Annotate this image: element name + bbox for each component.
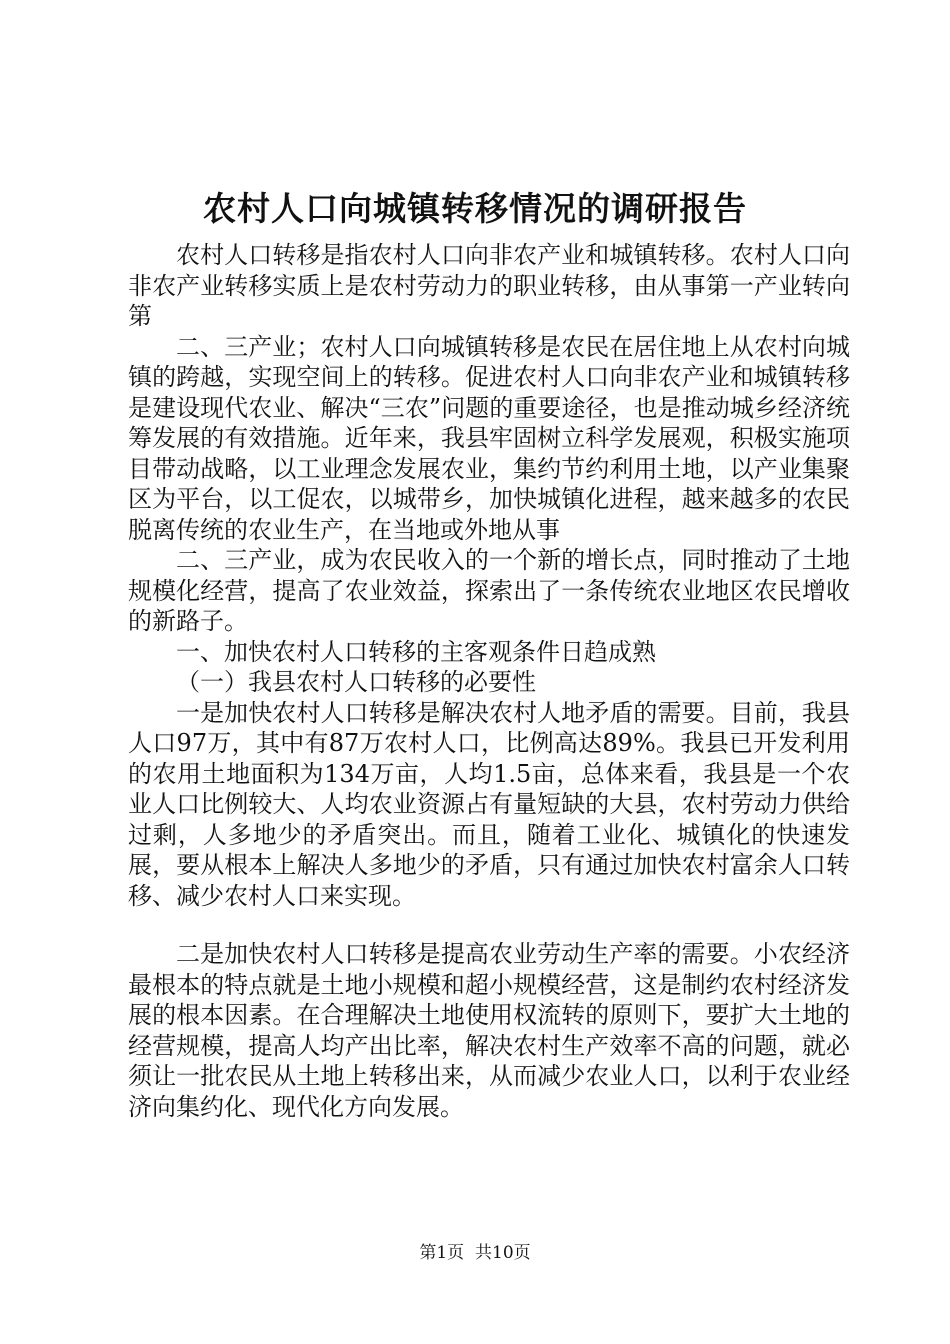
paragraph-4: 一是加快农村人口转移是解决农村人地矛盾的需要。目前，我县人口97万，其中有87万农村人口，比例高达89%。我县已开发利用的农用土地面积为134万亩，人均1.5亩，总体来看，我县是一个农业人口比例较大、人均农业资源占有量短缺的大县，农村劳动力供给过剩，人多地少的矛盾突出。而且，随着工业化、城镇化的快速发展，要从根本上解决人多地少的矛盾，只有通过加快农村富余人口转移、减少农村人口来实现。 bbox=[128, 698, 850, 910]
paragraph-2: 二、三产业；农村人口向城镇转移是农民在居住地上从农村向城镇的跨越，实现空间上的转移。促进农村人口向非农产业和城镇转移是建设现代农业、解决“三农”问题的重要途径，也是推动城乡经济统筹发展的有效措施。近年来，我县牢固树立科学发展观，积极实施项目带动战略，以工业理念发展农业，集约节约利用土地，以产业集聚区为平台，以工促农，以城带乡，加快城镇化进程，越来越多的农民脱离传统的农业生产，在当地或外地从事 bbox=[128, 332, 850, 544]
page-footer bbox=[0, 1241, 950, 1265]
subsection-heading-1: （一）我县农村人口转移的必要性 bbox=[176, 668, 536, 696]
page-number: 第1页 bbox=[419, 1243, 465, 1263]
section-heading-1: 一、加快农村人口转移的主客观条件日趋成熟 bbox=[176, 637, 656, 666]
total-pages: 共10页 bbox=[475, 1243, 531, 1263]
footer-separator bbox=[464, 1243, 475, 1263]
document-body bbox=[128, 240, 850, 1122]
paragraph-3: 二、三产业，成为农民收入的一个新的增长点，同时推动了土地规模化经营，提高了农业效益，探索出了一条传统农业地区农民增收的新路子。 bbox=[128, 546, 850, 635]
paragraph-spacer bbox=[128, 911, 850, 939]
paragraph-5: 二是加快农村人口转移是提高农业劳动生产率的需要。小农经济最根本的特点就是土地小规模和超小规模经营，这是制约农村经济发展的根本因素。在合理解决土地使用权流转的原则下，要扩大土地的经营规模，提高人均产出比率，解决农村生产效率不高的问题，就必须让一批农民从土地上转移出来，从而减少农业人口，以利于农业经济向集约化、现代化方向发展。 bbox=[128, 940, 850, 1121]
document-title: 农村人口向城镇转移情况的调研报告 bbox=[203, 189, 747, 228]
paragraph-1: 农村人口转移是指农村人口向非农产业和城镇转移。农村人口向非农产业转移实质上是农村劳动力的职业转移，由从事第一产业转向第 bbox=[128, 241, 850, 330]
